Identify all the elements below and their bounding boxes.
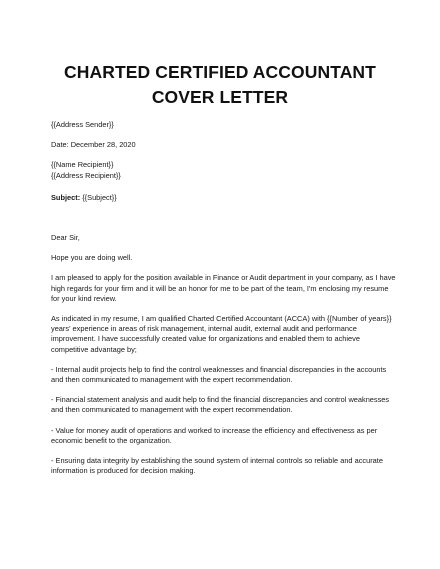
letter-body xyxy=(51,120,396,476)
bullet-data-integrity: - Ensuring data integrity by establishing the sound system of internal controls so reliable and accurate information is produced for decision making. xyxy=(51,456,383,476)
letter-title: CHARTED CERTIFIED ACCOUNTANT COVER LETTER xyxy=(64,62,376,107)
address-sender: {{Address Sender}} xyxy=(51,120,114,129)
subject-line xyxy=(51,193,396,203)
name-recipient: {{Name Recipient}} xyxy=(51,160,114,170)
paragraph-intro: I am pleased to apply for the position available in Finance or Audit department in your company, as I have high regards for your firm and it will be an honor for me to be part of the team, I'm enclosing my resume for your kind review. xyxy=(51,273,396,303)
subject-label: Subject: xyxy=(51,192,81,202)
bullet-financial-analysis: - Financial statement analysis and audit help to find the financial discrepancies and control weaknesses and then communicated to management with the expert recommendation. xyxy=(51,395,390,415)
greeting: Hope you are doing well. xyxy=(51,253,133,263)
salutation: Dear Sir, xyxy=(51,233,80,243)
address-recipient: {{Address Recipient}} xyxy=(51,170,121,180)
bullet-value-for-money: - Value for money audit of operations and worked to increase the efficiency and effectiveness as per economic benefit to the organization. xyxy=(51,425,378,445)
paragraph-experience: As indicated in my resume, I am qualified Charted Certified Accountant (ACCA) with {{Number of years}} years' experience in areas of risk management, internal audit, external audit and performance improvement. I have successfully created value for organizations and enabled them to achieve competitive advantage by; xyxy=(51,314,392,354)
subject-value: {{Subject}} xyxy=(80,192,117,202)
letter-date: Date: December 28, 2020 xyxy=(51,140,136,150)
bullet-internal-audit: - Internal audit projects help to find the control weaknesses and financial discrepancies in the accounts and then communicated to management with the expert recommendation. xyxy=(51,364,387,385)
